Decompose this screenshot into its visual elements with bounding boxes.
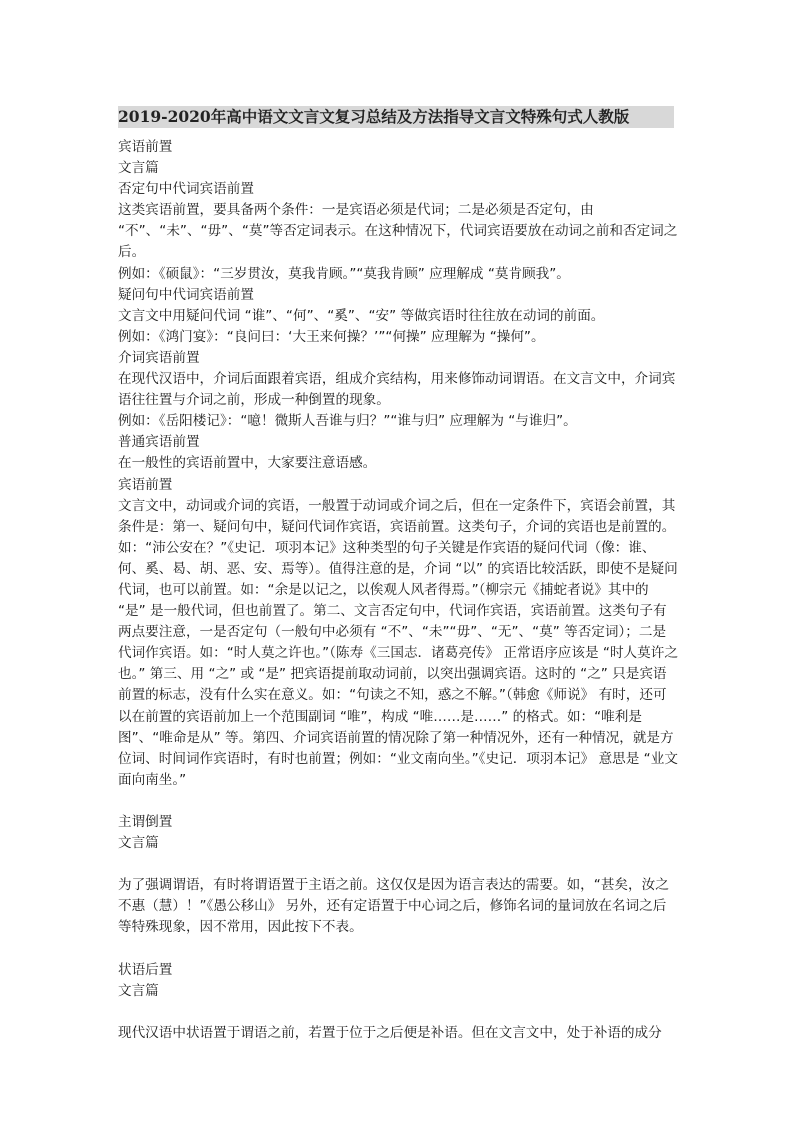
paragraph: 在现代汉语中，介词后面跟着宾语，组成介宾结构，用来修饰动词谓语。在文言文中，介词宾语往往置与介词之前，形成一种倒置的现象。 xyxy=(118,371,676,409)
spacer xyxy=(118,939,678,960)
subsection-heading: 疑问句中代词宾语前置 xyxy=(118,286,254,303)
spacer xyxy=(118,854,678,875)
section-category: 文言篇 xyxy=(118,982,159,999)
example-text: 例如：《岳阳楼记》：“噫！微斯人吾谁与归？”“谁与归” 应理解为 “与谁归”。 xyxy=(118,413,577,430)
section-category: 文言篇 xyxy=(118,160,159,177)
section-heading: 状语后置 xyxy=(118,961,173,978)
section-category: 文言篇 xyxy=(118,835,159,852)
paragraph: 在一般性的宾语前置中，大家要注意语感。 xyxy=(118,455,377,472)
example-text: 例如：《硕鼠》：“三岁贯汝，莫我肯顾。”“莫我肯顾” 应理解成 “莫肯顾我”。 xyxy=(118,265,570,282)
paragraph: 为了强调谓语，有时将谓语置于主语之前。这仅仅是因为语言表达的需要。如，“甚矣，汝之不惠（慧）！”《愚公移山》 另外，还有定语置于中心词之后，修饰名词的量词放在名词之后等特殊现象，因不常用，因此按下不表。 xyxy=(118,877,669,936)
paragraph: 现代汉语中状语置于谓语之前，若置于位于之后便是补语。但在文言文中，处于补语的成分 xyxy=(118,1024,662,1041)
spacer xyxy=(118,791,678,812)
section-heading: 主谓倒置 xyxy=(118,814,173,830)
paragraph: 文言文中用疑问代词 “谁”、“何”、“奚”、“安” 等做宾语时往往放在动词的前面。 xyxy=(118,307,605,324)
subsection-heading: 介词宾语前置 xyxy=(118,349,200,366)
spacer xyxy=(118,1002,678,1023)
document-body xyxy=(118,137,678,1044)
example-text: 例如：《鸿门宴》：“良问曰：‘大王来何操？’”“何操” 应理解为 “操何”。 xyxy=(118,328,545,345)
section-heading: 宾语前置 xyxy=(118,139,173,155)
document-title: 2019-2020年高中语文文言文复习总结及方法指导文言文特殊句式人教版 xyxy=(118,106,674,128)
subsection-heading: 普通宾语前置 xyxy=(118,434,200,451)
paragraph: 这类宾语前置，要具备两个条件：一是宾语必须是代词；二是必须是否定句，由 “不”、“未”、“毋”、“莫”等否定词表示。在这种情况下，代词宾语要放在动词之前和否定词之后。 xyxy=(118,202,678,261)
subsection-heading: 否定句中代词宾语前置 xyxy=(118,181,254,198)
subsection-heading: 宾语前置 xyxy=(118,476,173,493)
paragraph: 文言文中，动词或介词的宾语，一般置于动词或介词之后，但在一定条件下，宾语会前置，其条件是：第一、疑问句中，疑问代词作宾语，宾语前置。这类句子，介词的宾语也是前置的。如：“沛公安在？”《史记．项羽本记》这种类型的句子关键是作宾语的疑问代词（像：谁、何、奚、曷、胡、恶、安、焉等）。值得注意的是，介词 “以” 的宾语比较活跃，即使不是疑问代词，也可以前置。如：“余是以记之，以俟观人风者得焉。”（柳宗元《捕蛇者说》其中的 “是” 是一般代词，但也前置了。第二、文言否定句中，代词作宾语，宾语前置。这类句子有两点要注意，一是否定句（一般句中必须有 “不”、“未”“毋”、“无”、“莫” 等否定词）；二是代词作宾语。如：“时人莫之许也。”（陈寿《三国志．诸葛亮传》 正常语序应该是 “时人莫许之也。” 第三、用 “之” 或 “是” 把宾语提前取动词前，以突出强调宾语。这时的 “之” 只是宾语前置的标志，没有什么实在意义。如：“句读之不知，惑之不解。”（韩愈《师说》 有时，还可以在前置的宾语前加上一个范围副词 “唯”，构成 “唯……是……” 的格式。如：“唯利是图”、“唯命是从” 等。第四、介词宾语前置的情况除了第一种情况外，还有一种情况，就是方位词、时间词作宾语时，有时也前置；例如：“业文南向坐。”《史记．项羽本记》 意思是 “业文面向南坐。” xyxy=(118,497,678,788)
